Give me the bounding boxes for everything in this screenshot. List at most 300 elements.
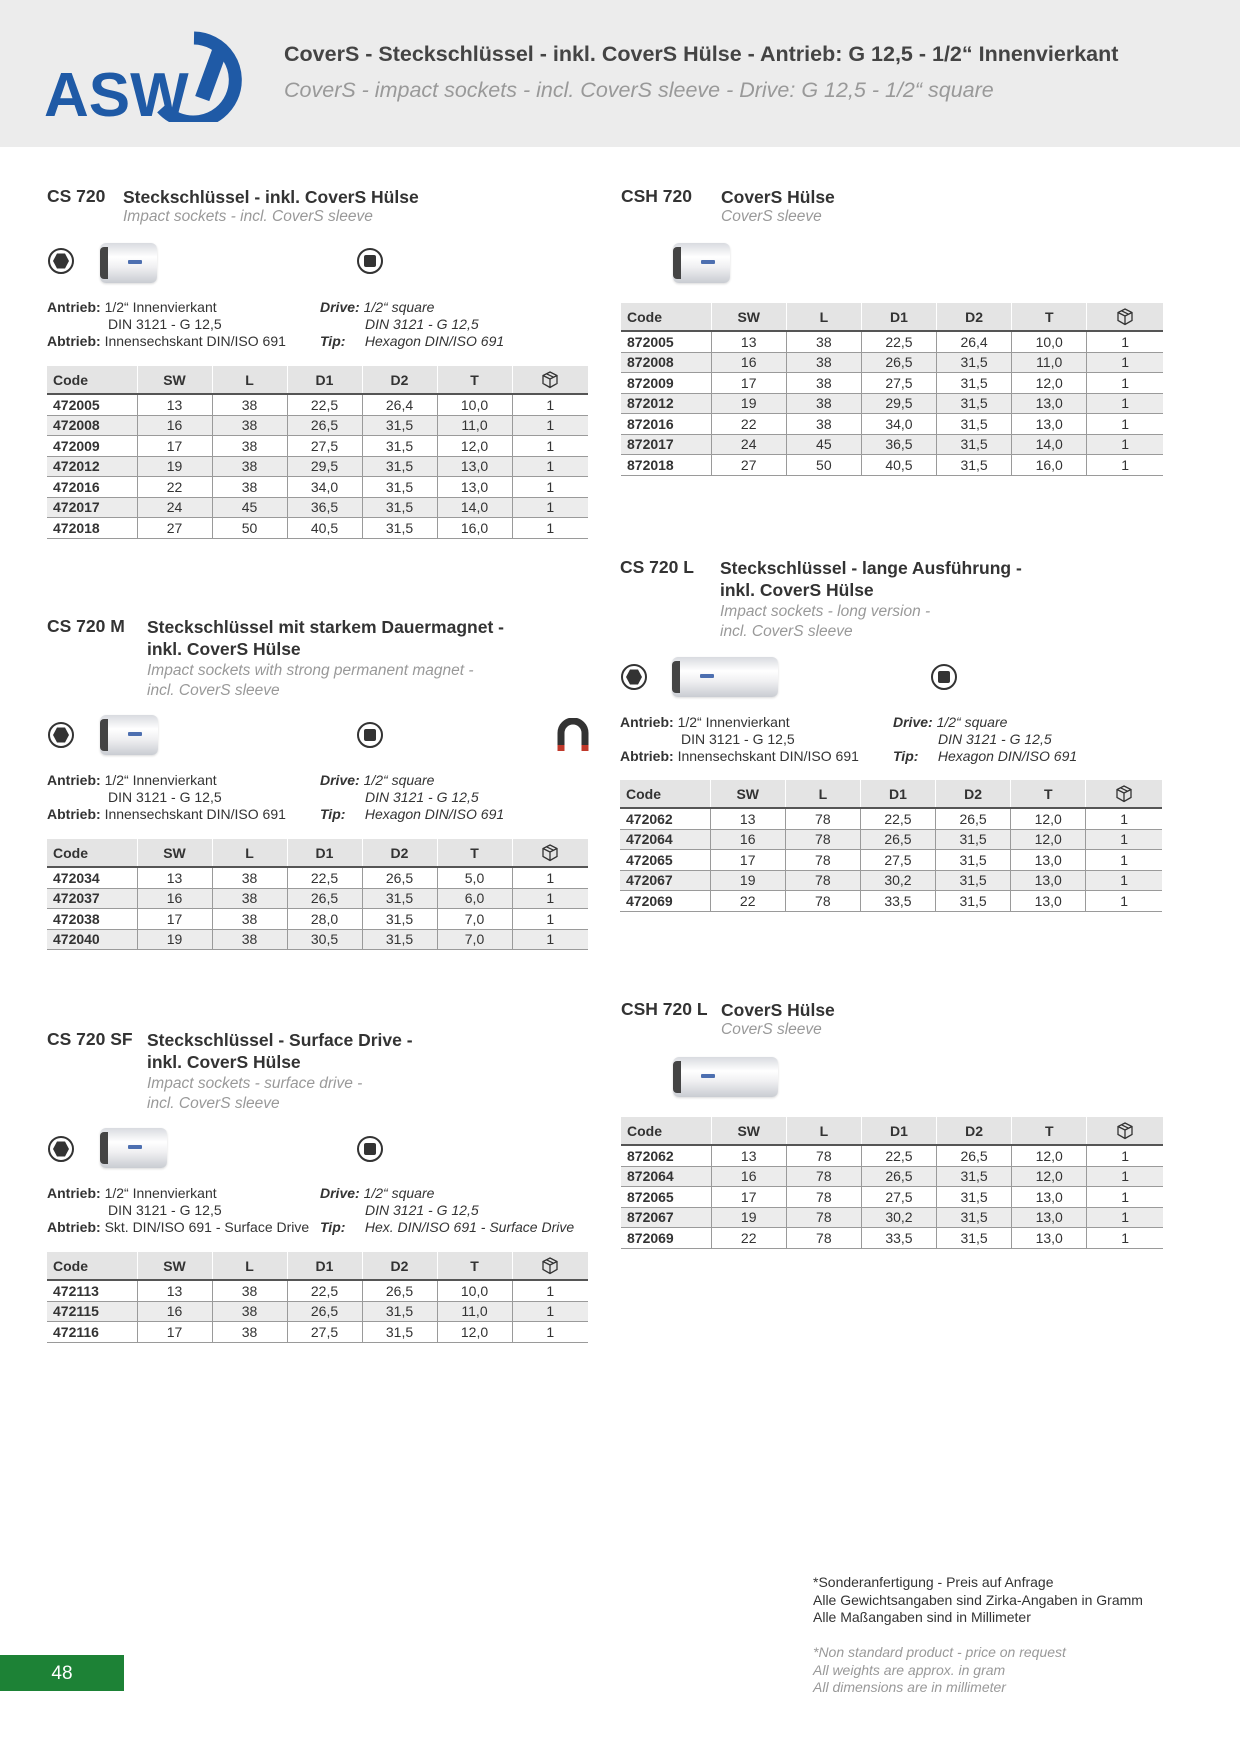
table-cell: 45 [786, 434, 861, 455]
section-code: CS 720 M [47, 616, 125, 636]
table-cell: 26,5 [362, 1280, 437, 1301]
column-header-package [512, 839, 588, 867]
table-cell: 10,0 [437, 394, 512, 415]
footer-notes-de [813, 1574, 1143, 1627]
table-cell: 22,5 [860, 808, 935, 829]
hexagon-socket-icon [621, 664, 647, 690]
table-cell: 31,5 [362, 909, 437, 930]
table-row [47, 1301, 588, 1322]
table-cell: 40,5 [861, 455, 936, 476]
cell-code: 472065 [620, 850, 710, 871]
spec-block-left: Antrieb: 1/2“ Innenvierkant DIN 3121 - G 12,5 Abtrieb: Innensechskant DIN/ISO 691 [47, 772, 286, 822]
section-subtitle-line1: Impact sockets - surface drive - [147, 1075, 363, 1092]
cell-code: 472113 [47, 1280, 137, 1301]
note-line: *Sonderanfertigung - Preis auf Anfrage [813, 1574, 1054, 1590]
table-cell: 1 [512, 909, 588, 930]
table-cell: 31,5 [362, 929, 437, 950]
table-cell: 78 [786, 1207, 861, 1228]
table-cell: 13,0 [1011, 850, 1086, 871]
table-row [620, 870, 1162, 891]
cell-code: 872009 [621, 373, 711, 394]
table-cell: 26,5 [937, 1145, 1012, 1166]
table-cell: 7,0 [437, 909, 512, 930]
cell-code: 472038 [47, 909, 137, 930]
package-icon [541, 844, 559, 862]
table-cell: 31,5 [937, 393, 1012, 414]
table-cell: 38 [212, 1322, 287, 1343]
table-row [47, 415, 588, 436]
column-header: D1 [287, 1252, 362, 1280]
table-cell: 38 [786, 414, 861, 435]
footer-notes-en [813, 1644, 1066, 1697]
table-cell: 22,5 [861, 331, 936, 352]
table-cell: 33,5 [861, 1228, 936, 1249]
table-cell: 31,5 [362, 1301, 437, 1322]
table-cell: 5,0 [437, 867, 512, 888]
column-header: D1 [287, 839, 362, 867]
table-cell: 1 [1087, 1207, 1163, 1228]
column-header-package [512, 366, 588, 394]
table-cell: 26,5 [861, 352, 936, 373]
section-code: CSH 720 [621, 186, 693, 206]
table-cell: 78 [786, 1145, 861, 1166]
package-icon [1115, 785, 1133, 803]
asw-logo [44, 26, 256, 122]
section-title-line1: Steckschlüssel mit starkem Dauermagnet - [147, 617, 504, 637]
column-header: L [785, 780, 860, 808]
socket-image [100, 715, 158, 755]
table-cell: 1 [1086, 850, 1162, 871]
cell-code: 472017 [47, 497, 137, 518]
column-header: D1 [861, 1117, 936, 1145]
table-row [620, 829, 1162, 850]
table-cell: 1 [512, 1280, 588, 1301]
table-row [47, 929, 588, 950]
table-row [621, 434, 1163, 455]
table-cell: 13 [711, 331, 786, 352]
table-row [620, 808, 1162, 829]
table-cell: 38 [212, 415, 287, 436]
table-cell: 38 [212, 929, 287, 950]
table-cell: 12,0 [437, 436, 512, 457]
spec-block-right: Drive: 1/2“ square DIN 3121 - G 12,5 Tip: Hexagon DIN/ISO 691 [320, 299, 505, 349]
table-cell: 17 [711, 373, 786, 394]
table-cell: 31,5 [937, 414, 1012, 435]
table-cell: 16,0 [1012, 455, 1087, 476]
magnet-icon [557, 718, 589, 752]
column-header-package [1086, 780, 1162, 808]
column-header-package [512, 1252, 588, 1280]
table-row [47, 436, 588, 457]
table-cell: 38 [786, 331, 861, 352]
table-cell: 50 [786, 455, 861, 476]
table-cell: 16 [711, 1166, 786, 1187]
table-cell: 1 [512, 1322, 588, 1343]
table-row [620, 891, 1162, 912]
table-cell: 31,5 [936, 850, 1011, 871]
table-cell: 36,5 [287, 497, 362, 518]
column-header: L [786, 1117, 861, 1145]
table-row [621, 352, 1163, 373]
table-cell: 26,4 [937, 331, 1012, 352]
table-cell: 13 [137, 867, 212, 888]
section-code: CS 720 L [620, 557, 694, 577]
table-cell: 31,5 [937, 352, 1012, 373]
table-cell: 31,5 [937, 1166, 1012, 1187]
cell-code: 472037 [47, 888, 137, 909]
column-header: T [1012, 1117, 1087, 1145]
table-cell: 45 [212, 497, 287, 518]
table-cell: 17 [137, 1322, 212, 1343]
table-cell: 13,0 [1012, 1207, 1087, 1228]
table-cell: 38 [212, 1280, 287, 1301]
column-header: D2 [936, 780, 1011, 808]
table-row [621, 331, 1163, 352]
table-row [47, 867, 588, 888]
table-cell: 13,0 [1012, 414, 1087, 435]
table-cell: 31,5 [362, 436, 437, 457]
table-cell: 22 [710, 891, 785, 912]
table-cell: 31,5 [937, 434, 1012, 455]
table-cell: 1 [1087, 373, 1163, 394]
table-cell: 19 [137, 456, 212, 477]
cell-code: 472067 [620, 870, 710, 891]
header-subtitle: CoverS - impact sockets - incl. CoverS sleeve - Drive: G 12,5 - 1/2“ square [284, 78, 994, 102]
table-cell: 19 [711, 1207, 786, 1228]
table-cell: 27 [711, 455, 786, 476]
table-row [621, 393, 1163, 414]
column-header: D1 [860, 780, 935, 808]
table-cell: 26,5 [362, 867, 437, 888]
cell-code: 872008 [621, 352, 711, 373]
table-cell: 38 [212, 477, 287, 498]
table-cell: 27,5 [861, 1187, 936, 1208]
table-cell: 13 [711, 1145, 786, 1166]
table-cell: 38 [212, 394, 287, 415]
table-cell: 26,5 [287, 1301, 362, 1322]
table-cell: 38 [212, 436, 287, 457]
table-cs720 [47, 366, 588, 539]
table-cell: 19 [710, 870, 785, 891]
cell-code: 472069 [620, 891, 710, 912]
table-cell: 22,5 [861, 1145, 936, 1166]
table-cell: 12,0 [1011, 808, 1086, 829]
cell-code: 872062 [621, 1145, 711, 1166]
column-header-package [1087, 1117, 1163, 1145]
table-cell: 11,0 [437, 415, 512, 436]
section-title: CoverS Hülse [721, 1000, 835, 1020]
table-row [621, 1166, 1163, 1187]
table-header-row [621, 303, 1163, 331]
table-cell: 24 [711, 434, 786, 455]
table-cell: 12,0 [437, 1322, 512, 1343]
table-cell: 17 [137, 436, 212, 457]
table-cell: 16 [137, 415, 212, 436]
table-cell: 31,5 [936, 870, 1011, 891]
package-icon [1116, 1122, 1134, 1140]
table-row [47, 1322, 588, 1343]
cell-code: 872065 [621, 1187, 711, 1208]
cell-code: 872069 [621, 1228, 711, 1249]
column-header: T [437, 839, 512, 867]
cell-code: 472064 [620, 829, 710, 850]
cell-code: 872018 [621, 455, 711, 476]
header-title: CoverS - Steckschlüssel - inkl. CoverS Hülse - Antrieb: G 12,5 - 1/2“ Innenvierkant [284, 42, 1119, 66]
cell-code: 872012 [621, 393, 711, 414]
table-header-row [621, 1117, 1163, 1145]
table-cell: 26,5 [936, 808, 1011, 829]
table-row [47, 477, 588, 498]
table-cell: 10,0 [437, 1280, 512, 1301]
table-cell: 78 [786, 1228, 861, 1249]
column-header: T [437, 366, 512, 394]
table-cell: 31,5 [362, 415, 437, 436]
section-title: Steckschlüssel - inkl. CoverS Hülse [123, 187, 419, 207]
table-cell: 1 [512, 497, 588, 518]
section-subtitle-line1: Impact sockets with strong permanent magnet - [147, 662, 474, 679]
table-cell: 14,0 [1012, 434, 1087, 455]
cell-code: 472005 [47, 394, 137, 415]
column-header: D1 [861, 303, 936, 331]
sleeve-image [673, 243, 730, 283]
hexagon-socket-icon [48, 1136, 74, 1162]
table-header-row [47, 839, 588, 867]
table-cell: 13,0 [437, 477, 512, 498]
column-header: SW [711, 1117, 786, 1145]
note-line: Alle Maßangaben sind in Millimeter [813, 1609, 1031, 1625]
table-row [47, 456, 588, 477]
column-header: T [437, 1252, 512, 1280]
table-cell: 17 [137, 909, 212, 930]
table-cell: 22 [711, 414, 786, 435]
table-cell: 16 [710, 829, 785, 850]
cell-code: 472062 [620, 808, 710, 829]
table-cell: 26,5 [287, 888, 362, 909]
table-cell: 1 [1087, 455, 1163, 476]
column-header: D1 [287, 366, 362, 394]
table-cell: 13 [137, 394, 212, 415]
table-cell: 31,5 [362, 1322, 437, 1343]
table-cell: 1 [512, 1301, 588, 1322]
column-header: T [1012, 303, 1087, 331]
cell-code: 472115 [47, 1301, 137, 1322]
table-cell: 29,5 [287, 456, 362, 477]
table-row [621, 414, 1163, 435]
table-cell: 78 [786, 1187, 861, 1208]
table-cell: 1 [1087, 1166, 1163, 1187]
table-cell: 1 [512, 929, 588, 950]
column-header: L [212, 1252, 287, 1280]
table-cs720l [620, 780, 1162, 912]
table-cell: 1 [1087, 393, 1163, 414]
table-cell: 22,5 [287, 1280, 362, 1301]
table-cell: 13,0 [1011, 870, 1086, 891]
table-cell: 1 [1087, 352, 1163, 373]
column-header: Code [621, 1117, 711, 1145]
square-drive-icon [931, 664, 957, 690]
table-cell: 1 [512, 436, 588, 457]
page-number: 48 [51, 1663, 73, 1684]
column-header: D2 [362, 366, 437, 394]
table-cell: 19 [137, 929, 212, 950]
table-header-row [620, 780, 1162, 808]
table-cell: 78 [785, 891, 860, 912]
table-cell: 11,0 [1012, 352, 1087, 373]
section-title-line1: Steckschlüssel - Surface Drive - [147, 1030, 413, 1050]
note-line: All weights are approx. in gram [813, 1661, 1006, 1678]
table-cell: 31,5 [362, 477, 437, 498]
cell-code: 472116 [47, 1322, 137, 1343]
table-cell: 34,0 [287, 477, 362, 498]
cell-code: 472009 [47, 436, 137, 457]
package-icon [1116, 308, 1134, 326]
cell-code: 472008 [47, 415, 137, 436]
table-cell: 27,5 [287, 1322, 362, 1343]
svg-text:ASW: ASW [44, 61, 189, 122]
table-row [47, 394, 588, 415]
column-header: Code [620, 780, 710, 808]
column-header: D2 [362, 839, 437, 867]
square-drive-icon [357, 1136, 383, 1162]
table-cell: 29,5 [861, 393, 936, 414]
table-row [47, 888, 588, 909]
package-icon [541, 1257, 559, 1275]
table-cell: 50 [212, 518, 287, 539]
table-row [47, 1280, 588, 1301]
table-cell: 1 [1087, 1228, 1163, 1249]
column-header: Code [47, 1252, 137, 1280]
section-subtitle-line1: Impact sockets - long version - [720, 603, 931, 620]
package-icon [541, 371, 559, 389]
table-cell: 1 [512, 888, 588, 909]
table-cell: 12,0 [1012, 1166, 1087, 1187]
column-header: D2 [937, 1117, 1012, 1145]
spec-block-right: Drive: 1/2“ square DIN 3121 - G 12,5 Tip: Hexagon DIN/ISO 691 [893, 714, 1078, 764]
note-line: Alle Gewichtsangaben sind Zirka-Angaben in Gramm [813, 1591, 1143, 1608]
section-subtitle-line2: incl. CoverS sleeve [720, 623, 853, 640]
table-cs720sf [47, 1252, 588, 1343]
cell-code: 872067 [621, 1207, 711, 1228]
table-cell: 31,5 [936, 891, 1011, 912]
column-header: L [786, 303, 861, 331]
column-header: L [212, 366, 287, 394]
table-cell: 22,5 [287, 867, 362, 888]
table-cell: 78 [785, 870, 860, 891]
table-csh720 [621, 303, 1163, 476]
socket-image [100, 1128, 167, 1168]
table-cell: 78 [785, 850, 860, 871]
column-header-package [1087, 303, 1163, 331]
table-row [621, 373, 1163, 394]
note-line: All dimensions are in millimeter [813, 1679, 1006, 1695]
section-subtitle: CoverS sleeve [721, 208, 822, 225]
table-cell: 1 [512, 456, 588, 477]
table-cell: 31,5 [362, 888, 437, 909]
table-cell: 31,5 [362, 456, 437, 477]
section-subtitle-line2: incl. CoverS sleeve [147, 1095, 280, 1112]
table-cell: 16 [137, 1301, 212, 1322]
table-cell: 38 [786, 393, 861, 414]
table-cell: 30,2 [861, 1207, 936, 1228]
table-cell: 16 [711, 352, 786, 373]
cell-code: 472018 [47, 518, 137, 539]
table-cell: 30,2 [860, 870, 935, 891]
table-cell: 78 [786, 1166, 861, 1187]
table-cell: 13 [137, 1280, 212, 1301]
section-code: CS 720 [47, 186, 106, 206]
table-cell: 31,5 [937, 455, 1012, 476]
table-cell: 13,0 [1012, 393, 1087, 414]
table-cell: 27,5 [861, 373, 936, 394]
cell-code: 472012 [47, 456, 137, 477]
table-cell: 36,5 [861, 434, 936, 455]
section-subtitle-line2: incl. CoverS sleeve [147, 682, 280, 699]
section-code: CSH 720 L [621, 999, 708, 1019]
table-cell: 1 [1086, 808, 1162, 829]
long-socket-image [672, 657, 778, 697]
table-cell: 31,5 [937, 373, 1012, 394]
table-cell: 26,5 [287, 415, 362, 436]
table-cell: 38 [212, 1301, 287, 1322]
table-cell: 1 [1087, 414, 1163, 435]
note-line: *Non standard product - price on request [813, 1644, 1066, 1660]
table-cell: 26,4 [362, 394, 437, 415]
table-cell: 13,0 [437, 456, 512, 477]
cell-code: 872016 [621, 414, 711, 435]
table-row [621, 1228, 1163, 1249]
table-row [47, 497, 588, 518]
table-cell: 1 [512, 867, 588, 888]
column-header: D2 [362, 1252, 437, 1280]
column-header: SW [711, 303, 786, 331]
column-header: D2 [937, 303, 1012, 331]
table-cell: 1 [1086, 829, 1162, 850]
table-cell: 78 [785, 829, 860, 850]
table-cell: 26,5 [860, 829, 935, 850]
table-cell: 1 [1087, 331, 1163, 352]
table-cell: 38 [786, 352, 861, 373]
table-cell: 16 [137, 888, 212, 909]
square-drive-icon [357, 722, 383, 748]
table-cell: 27 [137, 518, 212, 539]
table-cell: 1 [512, 394, 588, 415]
table-row [621, 455, 1163, 476]
column-header: Code [621, 303, 711, 331]
column-header: SW [137, 839, 212, 867]
table-cell: 1 [1086, 870, 1162, 891]
table-row [47, 909, 588, 930]
table-cell: 1 [512, 477, 588, 498]
column-header: SW [137, 1252, 212, 1280]
section-title-line2: inkl. CoverS Hülse [720, 580, 874, 600]
table-csh720l [621, 1117, 1163, 1249]
table-cell: 1 [512, 518, 588, 539]
page-header [0, 0, 1240, 147]
long-sleeve-image [673, 1057, 778, 1097]
square-drive-icon [357, 248, 383, 274]
table-cell: 22 [137, 477, 212, 498]
table-cell: 12,0 [1012, 1145, 1087, 1166]
table-cell: 12,0 [1012, 373, 1087, 394]
table-cell: 17 [711, 1187, 786, 1208]
table-cell: 40,5 [287, 518, 362, 539]
table-cell: 16,0 [437, 518, 512, 539]
table-cell: 13 [710, 808, 785, 829]
table-header-row [47, 1252, 588, 1280]
table-cell: 12,0 [1011, 829, 1086, 850]
table-cell: 31,5 [937, 1187, 1012, 1208]
table-cell: 34,0 [861, 414, 936, 435]
